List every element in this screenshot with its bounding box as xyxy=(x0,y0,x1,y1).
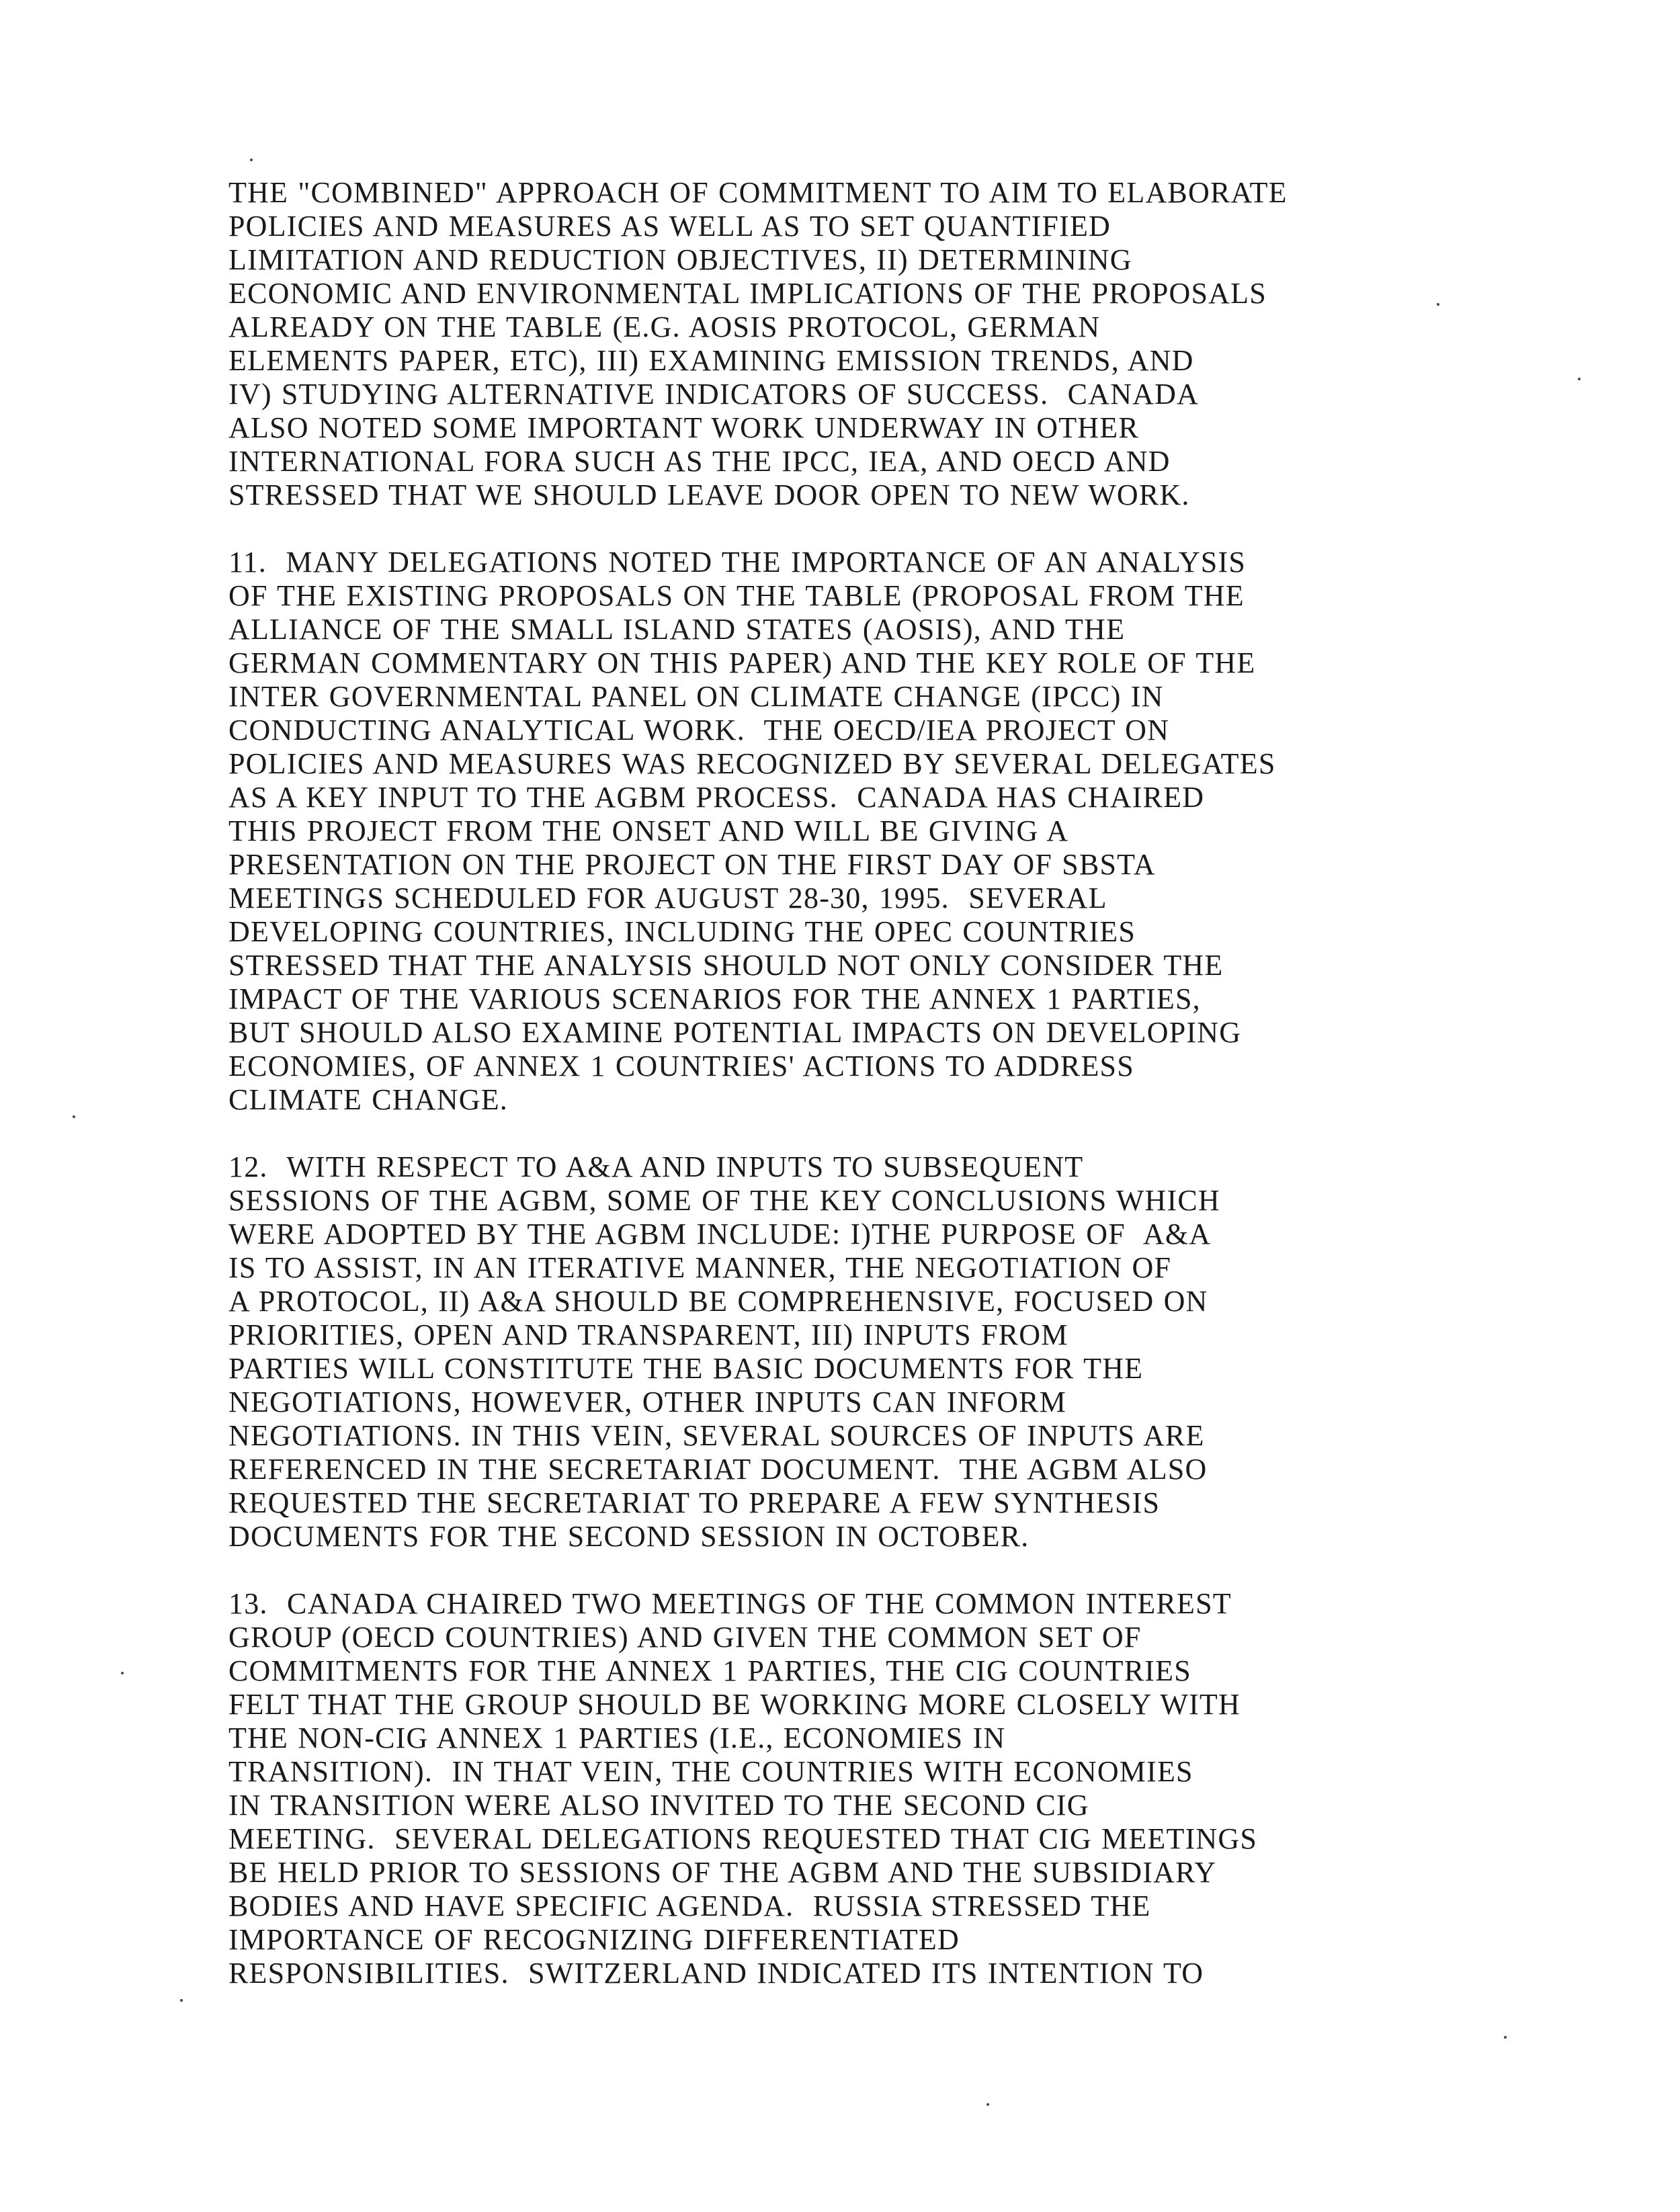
scan-speck xyxy=(986,2103,989,2106)
paragraph-11 xyxy=(228,546,1425,1117)
text-line: GERMAN COMMENTARY ON THIS PAPER) AND THE KEY ROLE OF THE xyxy=(228,646,1256,679)
text-line: THE "COMBINED" APPROACH OF COMMITMENT TO AIM TO ELABORATE xyxy=(228,176,1288,209)
text-line: BE HELD PRIOR TO SESSIONS OF THE AGBM AND THE SUBSIDIARY xyxy=(228,1856,1217,1889)
text-line: 11. MANY DELEGATIONS NOTED THE IMPORTANCE OF AN ANALYSIS xyxy=(228,546,1246,579)
text-line: 12. WITH RESPECT TO A&A AND INPUTS TO SUBSEQUENT xyxy=(228,1150,1084,1183)
paragraph-13 xyxy=(228,1587,1425,1990)
text-line: POLICIES AND MEASURES AS WELL AS TO SET QUANTIFIED xyxy=(228,210,1111,243)
text-line: ALREADY ON THE TABLE (E.G. AOSIS PROTOCOL, GERMAN xyxy=(228,310,1101,343)
text-line: ECONOMIES, OF ANNEX 1 COUNTRIES' ACTIONS TO ADDRESS xyxy=(228,1050,1134,1082)
text-line: SESSIONS OF THE AGBM, SOME OF THE KEY CONCLUSIONS WHICH xyxy=(228,1184,1220,1217)
text-line: MEETING. SEVERAL DELEGATIONS REQUESTED THAT CIG MEETINGS xyxy=(228,1822,1258,1855)
text-line: REQUESTED THE SECRETARIAT TO PREPARE A FEW SYNTHESIS xyxy=(228,1486,1161,1519)
text-line: IMPACT OF THE VARIOUS SCENARIOS FOR THE ANNEX 1 PARTIES, xyxy=(228,982,1201,1015)
text-line: REFERENCED IN THE SECRETARIAT DOCUMENT. THE AGBM ALSO xyxy=(228,1453,1208,1486)
text-line: STRESSED THAT THE ANALYSIS SHOULD NOT ONLY CONSIDER THE xyxy=(228,949,1224,982)
paragraph xyxy=(228,176,1425,512)
text-line: ELEMENTS PAPER, ETC), III) EXAMINING EMISSION TRENDS, AND xyxy=(228,344,1194,377)
scan-speck xyxy=(1504,2036,1507,2039)
text-line: DOCUMENTS FOR THE SECOND SESSION IN OCTOBER. xyxy=(228,1520,1030,1553)
scan-speck xyxy=(1437,303,1439,306)
text-line: CLIMATE CHANGE. xyxy=(228,1083,508,1116)
text-line: PRIORITIES, OPEN AND TRANSPARENT, III) INPUTS FROM xyxy=(228,1318,1068,1351)
text-line: MEETINGS SCHEDULED FOR AUGUST 28-30, 1995. SEVERAL xyxy=(228,882,1107,914)
text-line: ALSO NOTED SOME IMPORTANT WORK UNDERWAY IN OTHER xyxy=(228,411,1139,444)
text-line: IN TRANSITION WERE ALSO INVITED TO THE SECOND CIG xyxy=(228,1789,1089,1822)
paragraph-12 xyxy=(228,1150,1425,1554)
text-line: NEGOTIATIONS, HOWEVER, OTHER INPUTS CAN INFORM xyxy=(228,1386,1067,1418)
text-line: PARTIES WILL CONSTITUTE THE BASIC DOCUMENTS FOR THE xyxy=(228,1352,1144,1385)
text-line: THE NON-CIG ANNEX 1 PARTIES (I.E., ECONOMIES IN xyxy=(228,1721,1006,1754)
text-line: IS TO ASSIST, IN AN ITERATIVE MANNER, THE NEGOTIATION OF xyxy=(228,1251,1172,1284)
text-line: RESPONSIBILITIES. SWITZERLAND INDICATED ITS INTENTION TO xyxy=(228,1957,1204,1990)
scan-speck xyxy=(73,1115,75,1118)
text-line: POLICIES AND MEASURES WAS RECOGNIZED BY SEVERAL DELEGATES xyxy=(228,747,1276,780)
text-line: BODIES AND HAVE SPECIFIC AGENDA. RUSSIA STRESSED THE xyxy=(228,1889,1151,1922)
text-line: AS A KEY INPUT TO THE AGBM PROCESS. CANADA HAS CHAIRED xyxy=(228,781,1205,814)
text-line: COMMITMENTS FOR THE ANNEX 1 PARTIES, THE CIG COUNTRIES xyxy=(228,1654,1191,1687)
text-line: THIS PROJECT FROM THE ONSET AND WILL BE GIVING A xyxy=(228,814,1069,847)
text-line: INTERNATIONAL FORA SUCH AS THE IPCC, IEA, AND OECD AND xyxy=(228,445,1171,478)
text-line: LIMITATION AND REDUCTION OBJECTIVES, II) DETERMINING xyxy=(228,243,1132,276)
text-line: FELT THAT THE GROUP SHOULD BE WORKING MORE CLOSELY WITH xyxy=(228,1688,1241,1721)
text-line: INTER GOVERNMENTAL PANEL ON CLIMATE CHANGE (IPCC) IN xyxy=(228,680,1164,713)
text-line: STRESSED THAT WE SHOULD LEAVE DOOR OPEN TO NEW WORK. xyxy=(228,478,1190,511)
scan-speck xyxy=(180,1999,183,2002)
text-line: NEGOTIATIONS. IN THIS VEIN, SEVERAL SOURCES OF INPUTS ARE xyxy=(228,1419,1205,1452)
scan-speck xyxy=(1578,378,1581,380)
text-line: TRANSITION). IN THAT VEIN, THE COUNTRIES WITH ECONOMIES xyxy=(228,1755,1193,1788)
text-line: IV) STUDYING ALTERNATIVE INDICATORS OF SUCCESS. CANADA xyxy=(228,378,1200,411)
text-line: GROUP (OECD COUNTRIES) AND GIVEN THE COMMON SET OF xyxy=(228,1621,1142,1654)
text-line: WERE ADOPTED BY THE AGBM INCLUDE: I)THE PURPOSE OF A&A xyxy=(228,1218,1212,1250)
text-line: DEVELOPING COUNTRIES, INCLUDING THE OPEC COUNTRIES xyxy=(228,915,1136,948)
text-line: OF THE EXISTING PROPOSALS ON THE TABLE (PROPOSAL FROM THE xyxy=(228,579,1245,612)
text-line: ECONOMIC AND ENVIRONMENTAL IMPLICATIONS OF THE PROPOSALS xyxy=(228,277,1267,310)
text-line: A PROTOCOL, II) A&A SHOULD BE COMPREHENSIVE, FOCUSED ON xyxy=(228,1285,1208,1318)
text-line: CONDUCTING ANALYTICAL WORK. THE OECD/IEA PROJECT ON xyxy=(228,714,1170,747)
text-line: IMPORTANCE OF RECOGNIZING DIFFERENTIATED xyxy=(228,1923,960,1956)
text-line: 13. CANADA CHAIRED TWO MEETINGS OF THE COMMON INTEREST xyxy=(228,1587,1232,1620)
text-line: ALLIANCE OF THE SMALL ISLAND STATES (AOSIS), AND THE xyxy=(228,613,1126,646)
scan-speck xyxy=(250,159,253,161)
document-body xyxy=(228,176,1425,2024)
scan-speck xyxy=(121,1672,124,1674)
text-line: BUT SHOULD ALSO EXAMINE POTENTIAL IMPACTS ON DEVELOPING xyxy=(228,1016,1242,1049)
text-line: PRESENTATION ON THE PROJECT ON THE FIRST DAY OF SBSTA xyxy=(228,848,1156,881)
